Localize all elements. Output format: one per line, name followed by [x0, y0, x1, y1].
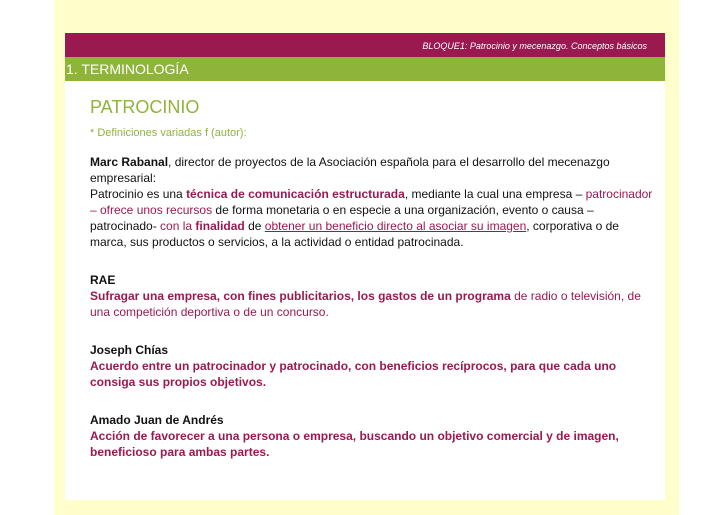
topbar-title: BLOQUE1: Patrocinio y mecenazgo. Conceptos básicos [422, 41, 647, 51]
rabanal-text-2: , mediante la cual una empresa – [404, 187, 586, 201]
rabanal-text-3: de forma monetaria o en especie a una organización, evento o causa –patrocinado- [90, 203, 594, 233]
andres-definition [90, 412, 655, 460]
chias-text: Acuerdo entre un patrocinador y patrocinado, con beneficios recíprocos, para que cada uno consiga sus propios objetivos. [90, 359, 617, 389]
content [90, 90, 655, 460]
top-bar [65, 33, 665, 57]
rabanal-highlight-5: obtener un beneficio directo al asociar su imagen [264, 219, 527, 233]
definitions-note: * Definiciones variadas f (autor): [90, 127, 247, 139]
section-title: 1. TERMINOLOGÍA [66, 61, 189, 77]
section-bar [65, 57, 665, 81]
rabanal-intro [90, 154, 655, 186]
chias-definition [90, 342, 655, 390]
rabanal-highlight-4: finalidad [195, 219, 245, 233]
rabanal-highlight-2: patrocinador – ofrece unos recursos [90, 187, 653, 217]
rae-highlight: Sufragar una empresa, con fines publicitarios, los gastos de un programa [90, 289, 511, 303]
andres-text: Acción de favorecer a una persona o empresa, buscando un objetivo comercial y de imagen, beneficioso para ambas partes. [90, 429, 619, 459]
page-heading: PATROCINIO [90, 97, 200, 117]
rabanal-name: Marc Rabanal [90, 155, 169, 169]
rae-text: de radio o televisión, de una competición deportiva o de un concurso. [90, 289, 641, 319]
rae-name: RAE [90, 273, 116, 287]
rabanal-definition [90, 186, 655, 250]
andres-name: Amado Juan de Andrés [90, 413, 224, 427]
rabanal-highlight-1: técnica de comunicación estructurada [186, 187, 405, 201]
rabanal-highlight-3: con la [160, 219, 196, 233]
rae-definition [90, 272, 655, 320]
rabanal-text-1: Patrocinio es una [90, 187, 187, 201]
rabanal-text-5: , corporativa o de marca, sus productos o servicios, a la actividad o entidad patrocinada. [90, 219, 619, 249]
rabanal-text-4: de [244, 219, 265, 233]
rabanal-role: , director de proyectos de la Asociación española para el desarrollo del mecenazgo empresarial: [90, 155, 610, 185]
chias-name: Joseph Chías [90, 343, 169, 357]
